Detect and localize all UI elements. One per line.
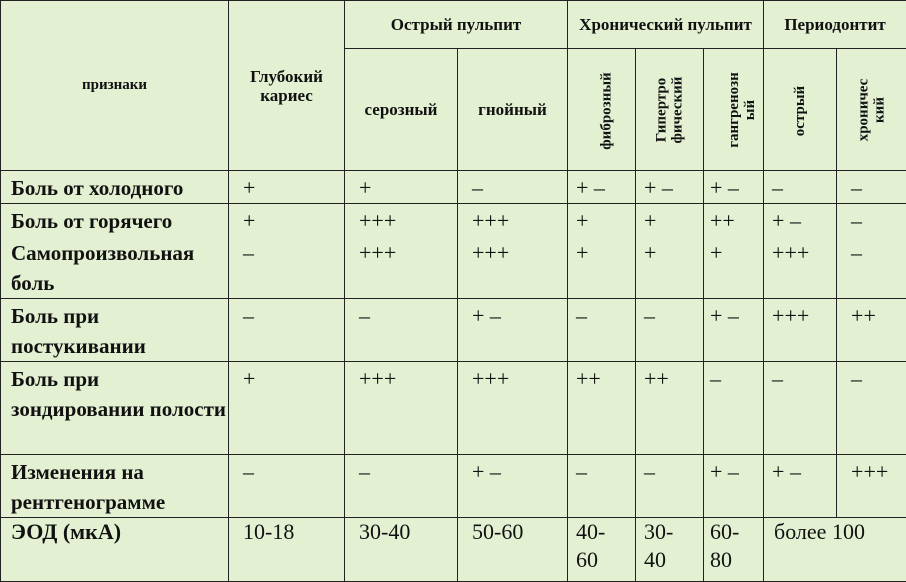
header-gangrenous-text bbox=[726, 72, 758, 148]
cell-cold-gangrenous: + – bbox=[704, 171, 764, 204]
cell-cold-chronic-perio: – bbox=[837, 171, 906, 204]
cell-spont-hypertrophic: + bbox=[636, 236, 704, 299]
table-row bbox=[1, 455, 906, 518]
row-label-spontaneous: Самопроизвольная боль bbox=[1, 236, 229, 299]
header-acute-pulpitis: Острый пульпит bbox=[345, 1, 568, 49]
cell-perc-purulent: + – bbox=[458, 299, 568, 362]
row-label-hot: Боль от горячего bbox=[1, 204, 229, 237]
table-row bbox=[1, 299, 906, 362]
header-chronic-periodontitis bbox=[837, 49, 906, 171]
table-row bbox=[1, 362, 906, 455]
cell-cold-fibrous: + – bbox=[568, 171, 636, 204]
header-chronic-line1: хроничес bbox=[856, 78, 872, 141]
cell-xray-deep-caries: – bbox=[229, 455, 345, 518]
row-label-eod: ЭОД (мкА) bbox=[1, 518, 229, 582]
table-row bbox=[1, 236, 906, 299]
cell-probe-hypertrophic: ++ bbox=[636, 362, 704, 455]
cell-hot-serous: +++ bbox=[345, 204, 458, 237]
cell-cold-deep-caries: + bbox=[229, 171, 345, 204]
header-chronic-pulpitis: Хронический пульпит bbox=[568, 1, 764, 49]
row-label-probing: Боль при зондировании полости bbox=[1, 362, 229, 455]
cell-eod-serous: 30-40 bbox=[345, 518, 458, 582]
cell-eod-deep-caries: 10-18 bbox=[229, 518, 345, 582]
cell-perc-gangrenous: + – bbox=[704, 299, 764, 362]
cell-perc-deep-caries: – bbox=[229, 299, 345, 362]
cell-probe-serous: +++ bbox=[345, 362, 458, 455]
cell-spont-gangrenous: + bbox=[704, 236, 764, 299]
header-hypertrophic-line2: фический bbox=[670, 76, 686, 143]
header-acute-periodontitis bbox=[764, 49, 837, 171]
header-deep-caries: Глубокий кариес bbox=[229, 1, 345, 171]
header-purulent: гнойный bbox=[458, 49, 568, 171]
table-row bbox=[1, 518, 906, 582]
cell-spont-serous: +++ bbox=[345, 236, 458, 299]
cell-spont-chronic-perio: – bbox=[837, 236, 906, 299]
header-chronic-text bbox=[856, 78, 888, 141]
cell-perc-serous: – bbox=[345, 299, 458, 362]
cell-hot-gangrenous: ++ bbox=[704, 204, 764, 237]
cell-eod-purulent: 50-60 bbox=[458, 518, 568, 582]
cell-hot-chronic-perio: – bbox=[837, 204, 906, 237]
cell-eod-gangrenous: 60-80 bbox=[704, 518, 764, 582]
cell-xray-acute-perio: + – bbox=[764, 455, 837, 518]
header-fibrous bbox=[568, 49, 636, 171]
cell-probe-gangrenous: – bbox=[704, 362, 764, 455]
cell-cold-hypertrophic: + – bbox=[636, 171, 704, 204]
cell-xray-hypertrophic: – bbox=[636, 455, 704, 518]
cell-perc-fibrous: – bbox=[568, 299, 636, 362]
table-row bbox=[1, 204, 906, 237]
cell-xray-gangrenous: + – bbox=[704, 455, 764, 518]
row-label-percussion: Боль при постукивании bbox=[1, 299, 229, 362]
cell-eod-fibrous: 40-60 bbox=[568, 518, 636, 582]
header-gangrenous-line1: гангренозн bbox=[726, 72, 742, 148]
cell-probe-chronic-perio: – bbox=[837, 362, 906, 455]
cell-xray-chronic-perio: +++ bbox=[837, 455, 906, 518]
cell-xray-fibrous: – bbox=[568, 455, 636, 518]
cell-spont-acute-perio: +++ bbox=[764, 236, 837, 299]
cell-hot-acute-perio: + – bbox=[764, 204, 837, 237]
header-acute-text: острый bbox=[792, 86, 808, 136]
cell-hot-purulent: +++ bbox=[458, 204, 568, 237]
header-fibrous-text: фиброзный bbox=[599, 72, 615, 149]
header-hypertrophic bbox=[636, 49, 704, 171]
header-chronic-line2: кий bbox=[872, 78, 888, 141]
cell-cold-acute-perio: – bbox=[764, 171, 837, 204]
cell-xray-serous: – bbox=[345, 455, 458, 518]
cell-eod-hypertrophic: 30-40 bbox=[636, 518, 704, 582]
cell-eod-periodontitis: более 100 bbox=[764, 518, 906, 582]
cell-probe-acute-perio: – bbox=[764, 362, 837, 455]
cell-cold-purulent: – bbox=[458, 171, 568, 204]
cell-xray-purulent: + – bbox=[458, 455, 568, 518]
row-label-cold: Боль от холодного bbox=[1, 171, 229, 204]
cell-spont-purulent: +++ bbox=[458, 236, 568, 299]
cell-probe-deep-caries: + bbox=[229, 362, 345, 455]
cell-probe-purulent: +++ bbox=[458, 362, 568, 455]
header-gangrenous-line2: ый bbox=[742, 72, 758, 148]
cell-spont-fibrous: + bbox=[568, 236, 636, 299]
header-periodontitis: Периодонтит bbox=[764, 1, 906, 49]
cell-probe-fibrous: ++ bbox=[568, 362, 636, 455]
cell-perc-acute-perio: +++ bbox=[764, 299, 837, 362]
header-hypertrophic-line1: Гипертро bbox=[654, 76, 670, 143]
row-label-xray: Изменения на рентгенограмме bbox=[1, 455, 229, 518]
cell-cold-serous: + bbox=[345, 171, 458, 204]
cell-hot-deep-caries: + bbox=[229, 204, 345, 237]
header-gangrenous bbox=[704, 49, 764, 171]
cell-hot-hypertrophic: + bbox=[636, 204, 704, 237]
cell-hot-fibrous: + bbox=[568, 204, 636, 237]
table-row bbox=[1, 171, 906, 204]
cell-spont-deep-caries: – bbox=[229, 236, 345, 299]
cell-perc-hypertrophic: – bbox=[636, 299, 704, 362]
cell-perc-chronic-perio: ++ bbox=[837, 299, 906, 362]
header-signs: признаки bbox=[1, 1, 229, 171]
header-serous: серозный bbox=[345, 49, 458, 171]
header-hypertrophic-text bbox=[654, 76, 686, 143]
